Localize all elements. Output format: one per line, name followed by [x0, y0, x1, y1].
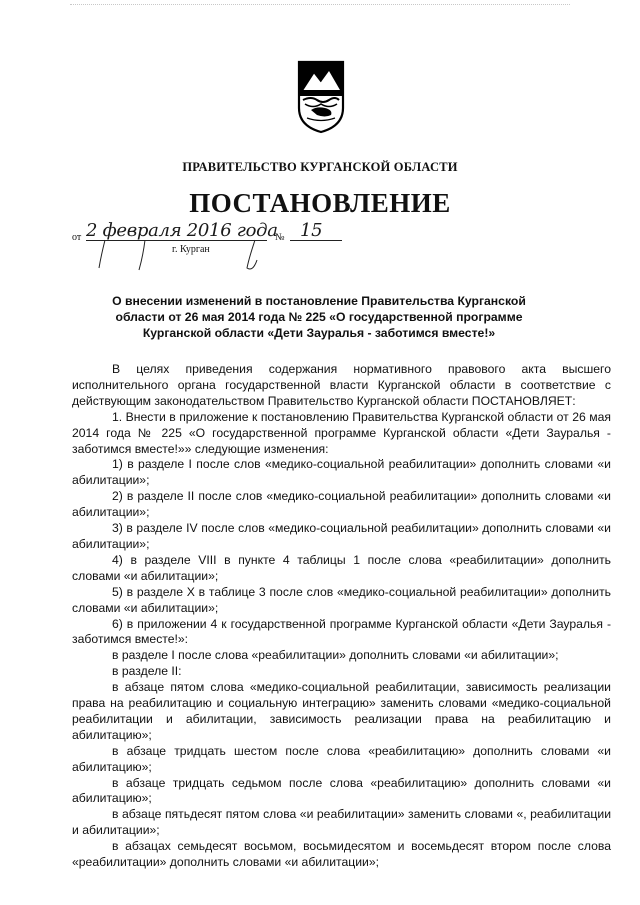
document-body — [72, 362, 611, 871]
paragraph: 3) в разделе IV после слов «медико-социальной реабилитации» дополнить словами «и абилитации»; — [72, 521, 611, 551]
number-underline — [290, 240, 342, 241]
date-prefix: от — [72, 232, 82, 243]
paragraph: в разделе II: — [112, 664, 182, 679]
paragraph: В целях приведения содержания нормативного правового акта высшего исполнительного органа государственной власти Курганской области в соответствие с действующим законодательством Правительство Курганской области ПОСТАНОВЛЯЕТ: — [72, 362, 611, 408]
paragraph: 1) в разделе I после слов «медико-социальной реабилитации» дополнить словами «и абилитации»; — [72, 457, 611, 488]
government-name: ПРАВИТЕЛЬСТВО КУРГАНСКОЙ ОБЛАСТИ — [182, 160, 458, 174]
paragraph: 4) в разделе VIII в пункте 4 таблицы 1 после слова «реабилитации» дополнить словами «и абилитации»; — [72, 552, 611, 583]
handwritten-number: 15 — [300, 220, 323, 241]
paragraph: в абзаце пятьдесят пятом слова «и реабилитации» заменить словами «, реабилитации и абилитации»; — [72, 807, 611, 838]
handwriting-flourish-icon — [87, 238, 267, 272]
date-number-line — [72, 222, 372, 272]
paragraph: в абзацах семьдесят восьмом, восьмидесятом и восемьдесят втором после слова «реабилитации» дополнить словами «и абилитации»; — [72, 839, 611, 870]
number-sign: № — [275, 232, 285, 243]
paragraph: 5) в разделе X в таблице 3 после слов «медико-социальной реабилитации» дополнить словами «и абилитации»; — [72, 584, 611, 615]
paragraph: 2) в разделе II после слов «медико-социальной реабилитации» дополнить словами «и абилитации»; — [72, 489, 611, 520]
city-label: г. Курган — [172, 244, 210, 255]
paragraph: в абзаце тридцать седьмом после слова «реабилитацию» дополнить словами «и абилитацию»; — [72, 775, 611, 806]
paragraph: в абзаце пятом слова «медико-социальной реабилитации, зависимость реализации права на реабилитацию и социальную интеграцию» заменить словами «медико-социальной реабилитации и абилитации, зависимость реализации права на реабилитацию и абилитацию»; — [72, 680, 611, 742]
document-type-heading: ПОСТАНОВЛЕНИЕ — [189, 188, 451, 218]
paragraph: в абзаце тридцать шестом после слова «реабилитацию» дополнить словами «и абилитацию»; — [72, 743, 611, 774]
paragraph: 1. Внести в приложение к постановлению Правительства Курганской области от 26 мая 2014 года № 225 «О государственной программе Курганской области «Дети Зауралья - заботимся вместе!»» следующие изменения: — [72, 409, 611, 456]
coat-of-arms-icon — [297, 60, 345, 134]
scan-artifact-line — [70, 4, 570, 7]
handwritten-date: 2 февраля 2016 года — [86, 220, 278, 241]
document-title: О внесении изменений в постановление Правительства Курганской области от 26 мая 2014 года № 225 «О государственной программе Курганской области «Дети Зауралья - заботимся вместе!» — [112, 294, 526, 340]
paragraph: в разделе I после слова «реабилитации» дополнить словами «и абилитации»; — [112, 648, 559, 663]
paragraph: 6) в приложении 4 к государственной программе Курганской области «Дети Зауралья - заботимся вместе!»: — [72, 616, 611, 647]
